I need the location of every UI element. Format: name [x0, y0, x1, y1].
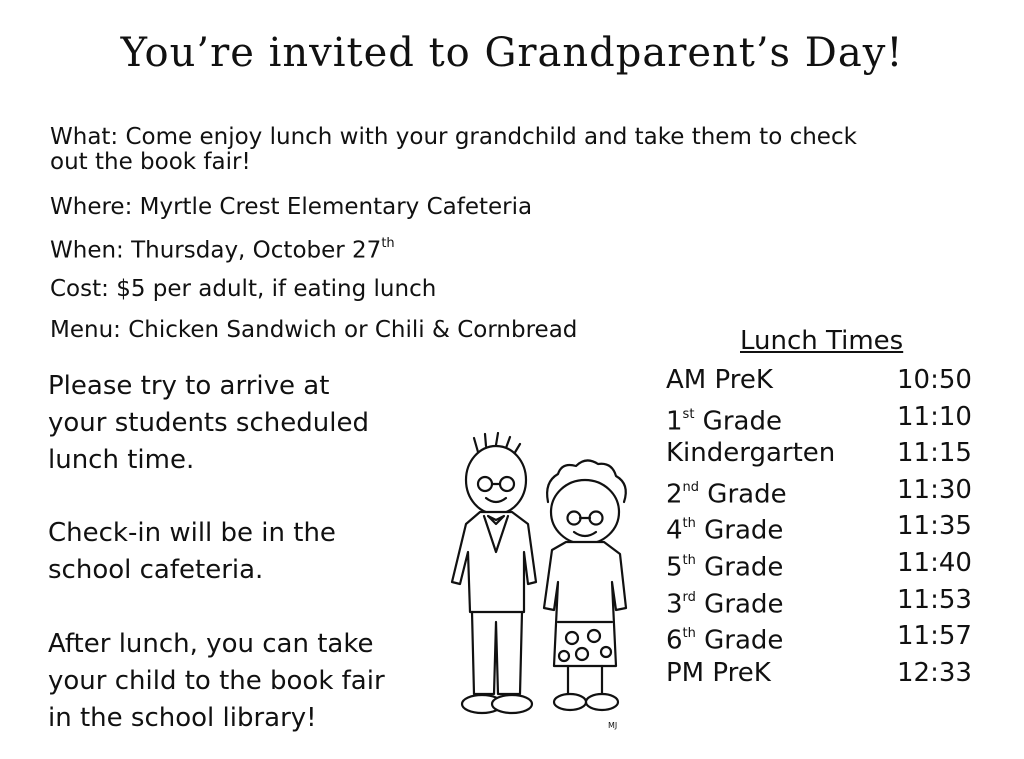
after-line: After lunch, you can take: [48, 629, 374, 659]
lunch-time-row: [666, 435, 976, 471]
lunch-time-row: [666, 618, 976, 654]
lunch-grade-suffix: st: [682, 406, 695, 422]
lunch-time-row: [666, 582, 976, 618]
arrive-paragraph: [48, 368, 369, 479]
lunch-grade-suffix: th: [682, 516, 696, 532]
lunch-times-heading: Lunch Times: [740, 326, 904, 356]
lunch-grade-label: Grade: [695, 516, 784, 547]
when-suffix: th: [381, 236, 395, 251]
after-line: your child to the book fair: [48, 666, 385, 696]
lunch-time-row: [666, 545, 976, 581]
checkin-line: school cafeteria.: [48, 555, 264, 585]
lunch-time-row: [666, 362, 976, 398]
lunch-time-value: 10:50: [897, 365, 972, 395]
lunch-grade-text: 6: [666, 625, 683, 656]
where-line: Where: Myrtle Crest Elementary Cafeteria: [50, 194, 533, 220]
lunch-time-value: 11:35: [897, 511, 972, 542]
after-paragraph: [48, 626, 385, 737]
lunch-grade: [666, 399, 782, 440]
artist-signature: MJ: [608, 721, 618, 730]
lunch-grade-text: Kindergarten: [666, 438, 836, 469]
lunch-time-value: 11:57: [897, 621, 972, 652]
lunch-time-row: [666, 508, 976, 547]
grandparents-clipart-icon: [440, 432, 640, 732]
lunch-grade-suffix: rd: [682, 589, 696, 605]
arrive-line: lunch time.: [48, 445, 195, 475]
checkin-paragraph: [48, 515, 336, 589]
menu-line: Menu: Chicken Sandwich or Chili & Cornbread: [50, 317, 578, 343]
lunch-grade-suffix: th: [682, 553, 696, 568]
lunch-time-value: 11:30: [897, 474, 972, 505]
lunch-grade-text: 2: [666, 479, 683, 510]
lunch-grade: [666, 508, 783, 549]
lunch-grade: [666, 582, 783, 623]
lunch-time-row: [666, 472, 976, 508]
lunch-grade-text: 1: [666, 406, 683, 437]
lunch-grade-text: PM PreK: [666, 657, 771, 688]
lunch-grade: [666, 655, 771, 691]
when-line: [50, 232, 395, 265]
cost-line: Cost: $5 per adult, if eating lunch: [50, 276, 437, 302]
lunch-grade-suffix: th: [682, 626, 696, 642]
when-text: When: Thursday, October 27: [50, 237, 382, 264]
lunch-grade-label: Grade: [694, 406, 782, 437]
lunch-time-value: 11:53: [897, 584, 972, 615]
lunch-time-row: [666, 399, 976, 435]
lunch-time-value: 11:15: [897, 438, 972, 469]
arrive-line: your students scheduled: [48, 408, 369, 438]
page-title: You’re invited to Grandparent’s Day!: [120, 30, 904, 76]
arrive-line: Please try to arrive at: [48, 371, 330, 401]
lunch-grade-label: Grade: [699, 479, 787, 510]
lunch-time-value: 12:33: [897, 657, 972, 688]
lunch-grade-text: AM PreK: [666, 365, 773, 395]
lunch-grade: [666, 472, 787, 513]
what-line-1: What: Come enjoy lunch with your grandchild and take them to check: [50, 124, 857, 150]
after-line: in the school library!: [48, 703, 317, 733]
lunch-grade-label: Grade: [695, 552, 784, 583]
lunch-grade-suffix: nd: [682, 479, 700, 495]
lunch-grade-text: 4: [666, 516, 683, 547]
lunch-time-value: 11:10: [897, 401, 972, 432]
lunch-grade: [666, 618, 783, 659]
lunch-time-value: 11:40: [897, 548, 972, 578]
lunch-grade: [666, 545, 783, 586]
lunch-time-row: [666, 655, 976, 691]
lunch-grade-text: 3: [666, 589, 683, 620]
lunch-grade: [666, 362, 773, 398]
lunch-grade: [666, 435, 835, 471]
lunch-grade-label: Grade: [695, 589, 784, 620]
checkin-line: Check-in will be in the: [48, 518, 336, 548]
lunch-grade-text: 5: [666, 552, 683, 583]
lunch-grade-label: Grade: [695, 625, 784, 656]
what-line-2: out the book fair!: [50, 149, 251, 175]
